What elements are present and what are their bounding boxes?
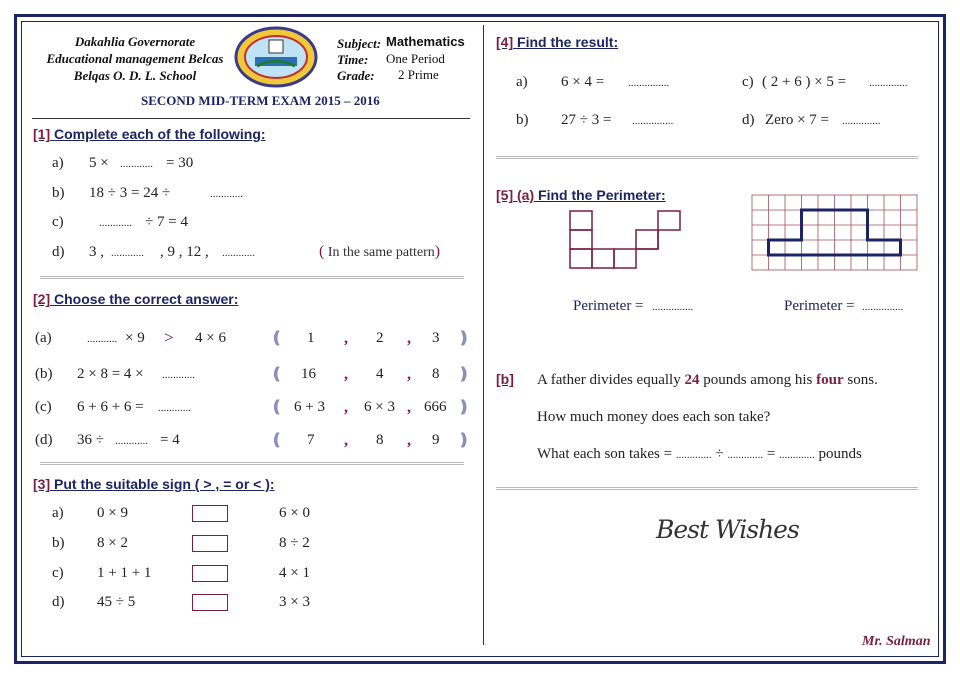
q3b-right: 8 ÷ 2 (279, 535, 310, 551)
q2d-option-2[interactable]: 8 (376, 432, 384, 448)
q4b-blank[interactable]: ............... (632, 115, 674, 127)
q2c-option-2[interactable]: 6 × 3 (364, 399, 395, 415)
q2a-option-1[interactable]: 1 (307, 330, 315, 346)
q2c-comma-1: , (344, 399, 348, 416)
separator-3 (496, 156, 918, 159)
q5b-line1 (537, 372, 878, 389)
q4d-expr: Zero × 7 = (765, 112, 829, 128)
q2a-blank[interactable]: ........... (87, 333, 118, 345)
perimeter-2-label: Perimeter = (784, 298, 855, 314)
q5b-amount: 24 (684, 372, 700, 388)
subject-value: Mathematics (386, 34, 465, 49)
q1d-letter: d) (52, 244, 65, 260)
q2d-option-3[interactable]: 9 (432, 432, 440, 448)
q2c-comma-2: , (407, 399, 411, 416)
q5-heading (496, 187, 666, 203)
q2b-blank[interactable]: ............ (162, 369, 195, 381)
q2a-option-2[interactable]: 2 (376, 330, 384, 346)
separator-4 (496, 487, 918, 490)
q4b-letter: b) (516, 112, 529, 128)
grade-value: 2 Prime (398, 67, 439, 82)
q5-part-a: (a) (517, 187, 535, 203)
q3c-letter: c) (52, 565, 64, 581)
q1c-part2: ÷ 7 = 4 (145, 214, 188, 230)
q5-part-b-label: [b] (496, 371, 514, 387)
q1b-letter: b) (52, 185, 65, 201)
q3b-letter: b) (52, 535, 65, 551)
q1a-letter: a) (52, 155, 64, 171)
q3b-sign-box[interactable] (192, 535, 228, 552)
q3b-left: 8 × 2 (97, 535, 128, 551)
q1-number: [1] (33, 126, 51, 142)
q3a-left: 0 × 9 (97, 505, 128, 521)
q2a-letter: (a) (35, 330, 52, 346)
q4c-expr: ( 2 + 6 ) × 5 = (762, 74, 847, 90)
q4-number: [4] (496, 34, 514, 50)
time-value: One Period (386, 51, 445, 66)
q2c-blank[interactable]: ............ (158, 402, 191, 414)
q4-title: Find the result: (517, 34, 619, 50)
q2c-close-bracket: ❫ (457, 399, 471, 416)
q5b-blank-3[interactable]: ............. (779, 449, 815, 461)
q5b-line2: How much money does each son take? (537, 409, 771, 425)
q5b-unit: pounds (818, 446, 862, 462)
q2b-comma-2: , (407, 366, 411, 383)
q2c-option-3[interactable]: 666 (424, 399, 447, 415)
q4a-expr: 6 × 4 = (561, 74, 605, 90)
q2c-letter: (c) (35, 399, 52, 415)
q2a-close-bracket: ❫ (457, 330, 471, 347)
q2d-comma-1: , (344, 432, 348, 449)
q2a-part1: × 9 (125, 330, 145, 346)
q2-title: Choose the correct answer: (54, 291, 239, 307)
q2b-part1: 2 × 8 = 4 × (77, 366, 144, 382)
q3c-sign-box[interactable] (192, 565, 228, 582)
q4c-blank[interactable]: .............. (869, 77, 908, 89)
q2-number: [2] (33, 291, 51, 307)
q3-number: [3] (33, 476, 51, 492)
q5b-text-2: pounds among his (703, 372, 813, 388)
perimeter-2-blank[interactable]: ............... (862, 301, 904, 313)
q2b-letter: (b) (35, 366, 53, 382)
q5-part-b (496, 371, 514, 387)
q2d-close-bracket: ❫ (457, 432, 471, 449)
header-rule (32, 118, 470, 119)
school-logo (233, 26, 319, 88)
q5b-blank-2[interactable]: ............. (727, 449, 764, 461)
q2a-comma-1: , (344, 330, 348, 347)
q1d-blank2[interactable]: ............ (222, 247, 255, 259)
q5b-answer-label: What each son takes = (537, 446, 673, 462)
q2c-option-1[interactable]: 6 + 3 (294, 399, 325, 415)
q2b-comma-1: , (344, 366, 348, 383)
q2b-close-bracket: ❫ (457, 366, 471, 383)
q1-note (319, 243, 440, 261)
q1c-letter: c) (52, 214, 64, 230)
q3-title: Put the suitable sign ( > , = or < ): (54, 476, 275, 492)
author-signature: Mr. Salman (862, 634, 931, 649)
separator-1 (40, 276, 464, 279)
q2d-letter: (d) (35, 432, 53, 448)
column-divider (483, 25, 484, 645)
q5b-line3 (537, 446, 862, 463)
q2d-part1: 36 ÷ (77, 432, 104, 448)
q2d-option-1[interactable]: 7 (307, 432, 315, 448)
q2a-sign: > (164, 328, 174, 347)
q2d-blank[interactable]: ............ (115, 435, 148, 447)
q4a-letter: a) (516, 74, 528, 90)
q5b-sons-count: four (816, 372, 844, 388)
q1-note-open: ( (319, 243, 325, 260)
q2d-comma-2: , (407, 432, 411, 449)
q2b-open-bracket: ❪ (270, 366, 284, 383)
q1-note-close: ) (434, 243, 441, 260)
q2b-option-3[interactable]: 8 (432, 366, 440, 382)
perimeter-grid (750, 193, 918, 271)
q2a-option-3[interactable]: 3 (432, 330, 440, 346)
q1-title: Complete each of the following: (54, 126, 266, 142)
perimeter-1-label: Perimeter = (573, 298, 644, 314)
q1b-part1: 18 ÷ 3 = 24 ÷ (89, 185, 171, 201)
q3a-right: 6 × 0 (279, 505, 310, 521)
q3d-sign-box[interactable] (192, 594, 228, 611)
q3-heading (33, 476, 275, 492)
q2d-part2: = 4 (160, 432, 180, 448)
q4d-letter: d) (742, 112, 755, 128)
q3d-right: 3 × 3 (279, 594, 310, 610)
header-school: Belqas O. D. L. School (73, 68, 197, 83)
q1-heading (33, 126, 266, 142)
q1d-blank1[interactable]: ............ (111, 247, 144, 259)
q2c-part1: 6 + 6 + 6 = (77, 399, 144, 415)
q4c-letter: c) (742, 74, 754, 90)
q1d-part1: 3 , (89, 244, 104, 260)
q5b-text-3: sons. (847, 372, 878, 388)
q1a-part1: 5 × (89, 155, 109, 171)
time-label: Time: (337, 52, 369, 67)
q3a-sign-box[interactable] (192, 505, 228, 522)
q2-heading (33, 291, 238, 307)
q1-note-text: In the same pattern (324, 245, 435, 260)
q1a-blank[interactable]: ............ (120, 158, 153, 170)
grade-label: Grade: (337, 68, 375, 83)
q3a-letter: a) (52, 505, 64, 521)
q4b-expr: 27 ÷ 3 = (561, 112, 612, 128)
q2a-comma-2: , (407, 330, 411, 347)
q5b-text-1: A father divides equally (537, 372, 681, 388)
q4-heading (496, 34, 618, 50)
perimeter-shape-1 (568, 209, 684, 271)
header-governorate: Dakahlia Governorate (74, 34, 196, 49)
perimeter-1-blank[interactable]: ............... (652, 301, 694, 313)
q5b-divide: ÷ (715, 446, 724, 462)
header-management: Educational management Belcas (46, 51, 224, 66)
q5b-equals: = (766, 446, 776, 462)
q3c-right: 4 × 1 (279, 565, 310, 581)
subject-label: Subject: (337, 36, 382, 51)
q3d-left: 45 ÷ 5 (97, 594, 136, 610)
q1c-blank[interactable]: ............ (99, 217, 132, 229)
q2b-option-2[interactable]: 4 (376, 366, 384, 382)
q1d-part3: , 9 , 12 , (160, 244, 209, 260)
q2a-open-bracket: ❪ (270, 330, 284, 347)
q4d-blank[interactable]: .............. (842, 115, 881, 127)
q5-number: [5] (496, 187, 514, 203)
q2b-option-1[interactable]: 16 (301, 366, 316, 382)
separator-2 (40, 462, 464, 465)
q3d-letter: d) (52, 594, 65, 610)
q1a-part2: = 30 (166, 155, 194, 171)
exam-title: SECOND MID-TERM EXAM 2015 – 2016 (141, 93, 380, 108)
q2a-part2: 4 × 6 (195, 330, 226, 346)
q4a-blank[interactable]: ............... (628, 77, 670, 89)
best-wishes: Best Wishes (656, 515, 799, 544)
q2d-open-bracket: ❪ (270, 432, 284, 449)
q3c-left: 1 + 1 + 1 (97, 565, 152, 581)
q5-title: Find the Perimeter: (538, 187, 666, 203)
q1b-blank[interactable]: ............ (210, 188, 243, 200)
q2c-open-bracket: ❪ (270, 399, 284, 416)
q5b-blank-1[interactable]: ............. (675, 449, 712, 461)
